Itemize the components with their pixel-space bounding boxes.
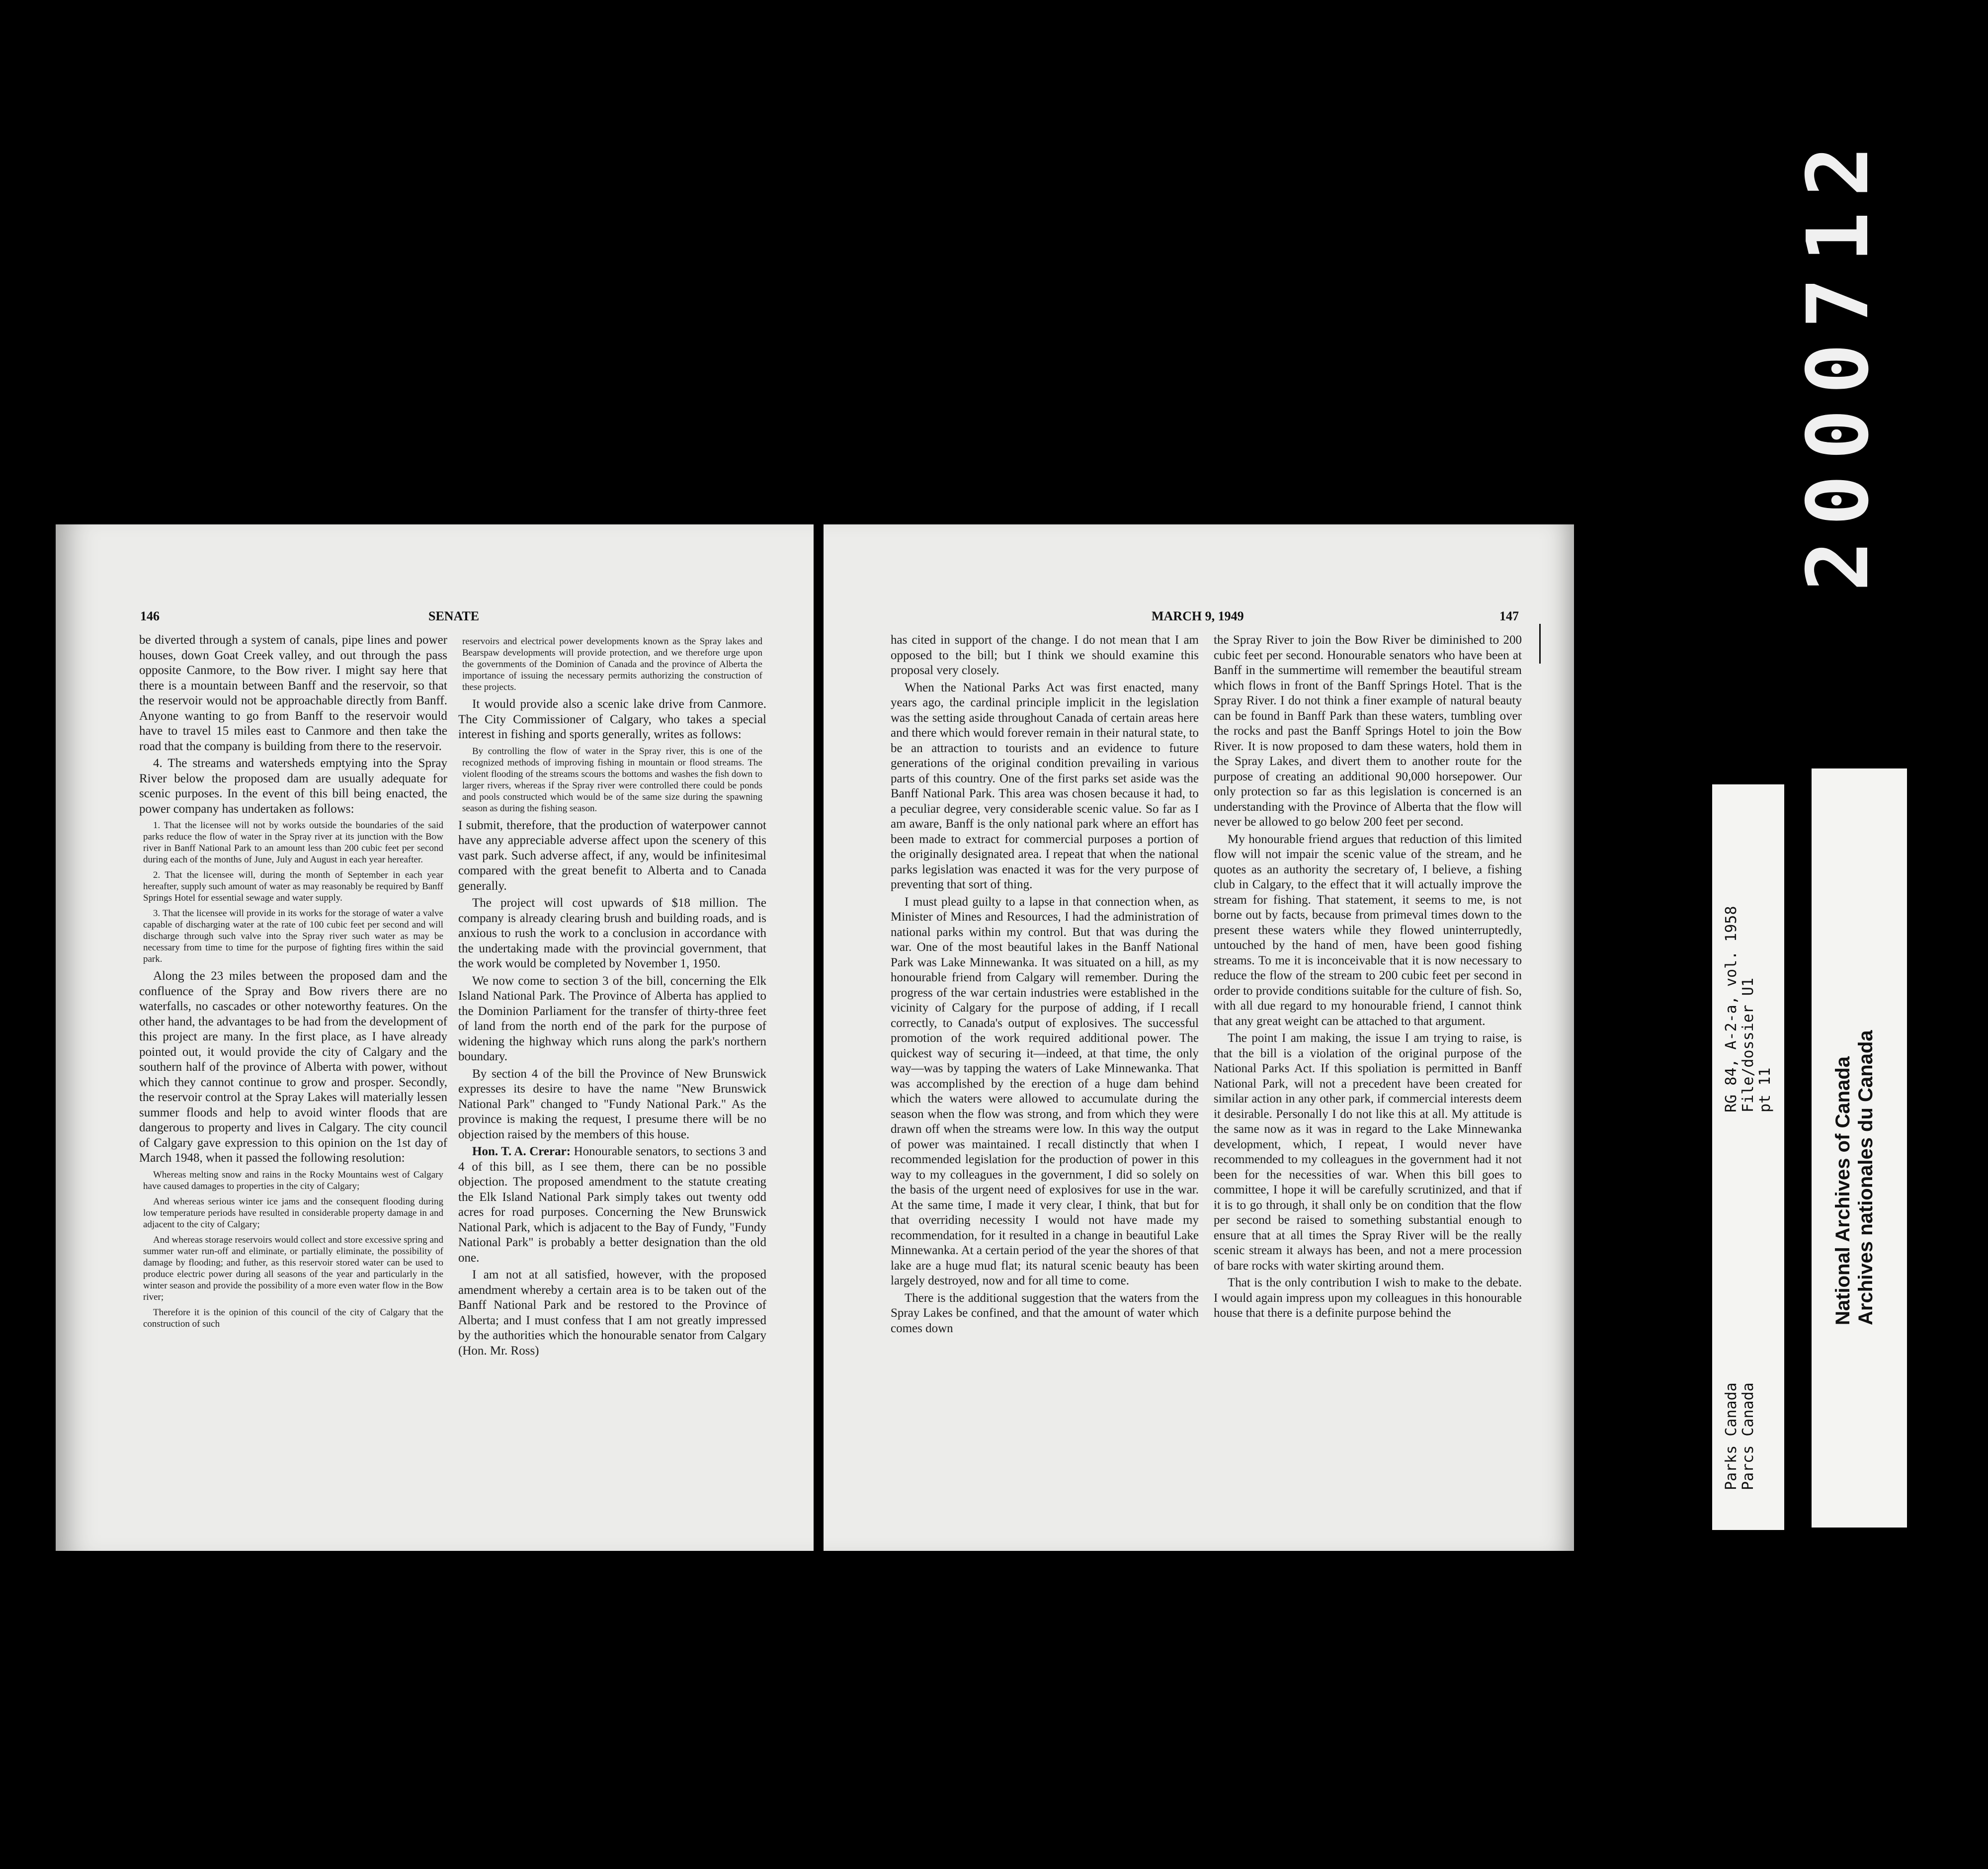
paragraph: Whereas melting snow and rains in the Rocky Mountains west of Calgary have caused damages to properties in the city of Calgary; xyxy=(143,1169,443,1191)
paragraph: Along the 23 miles between the proposed dam and the confluence of the Spray and Bow rivers there are no waterfalls, no cascades or other noteworthy features. On the other hand, the advantages to be had from the development of this project are many. In the first place, as I have already pointed out, it would provide the city of Calgary and the southern half of the province of Alberta with power, without which they cannot continue to grow and prosper. Secondly, the reservoir control at the Spray Lakes will materially lessen summer floods and help to avoid winter floods that are dangerous to property and lives in Calgary. The city council of Calgary gave expression to this opinion on the 1st day of March 1948, when it passed the following resolution: xyxy=(139,969,447,1165)
page-header-date: MARCH 9, 1949 xyxy=(1152,609,1244,623)
paragraph: We now come to section 3 of the bill, concerning the Elk Island National Park. The Province of Alberta has applied to the Dominion Parliament for the transfer of thirty-three feet of land from the north end of the park for the purpose of widening the highway which runs along the park's northern boundary. xyxy=(458,974,766,1063)
agency-text xyxy=(1723,1382,1757,1490)
paragraph: That is the only contribution I wish to make to the debate. I would again impress upon my colleagues in this honourable house that there is a definite purpose behind the xyxy=(1214,1276,1522,1320)
page-number-right: 147 xyxy=(1499,609,1519,623)
left-column-2 xyxy=(458,633,766,1542)
paragraph-text: Honourable senators, to sections 3 and 4 of this bill, as I see them, there can be no possible objection. The proposed amendment to the statute creating the Elk Island National Park simply takes out twenty odd acres for road purposes. Concerning the New Brunswick National Park, which is adjacent to the Bay of Fundy, "Fundy National Park" is probably a better designation than the old one. xyxy=(458,1145,766,1265)
paragraph: 2. That the licensee will, during the month of September in each year hereafter, supply such amount of water as may reasonably be required by Banff Springs Hotel for essential sewage and water supply. xyxy=(143,870,443,903)
reference-line-3: pt 11 xyxy=(1756,1067,1774,1112)
paragraph: And whereas storage reservoirs would collect and store excessive spring and summer water run-off and eliminate, or partially eliminate, the possibility of damage by flooding; and futher, as this reservoir stored water can be used to produce electric power during all seasons of the year and particularly in the winter season and provide the possibility of a more even water flow in the Bow river; xyxy=(143,1234,443,1302)
paragraph: The point I am making, the issue I am trying to raise, is that the bill is a violation of the original purpose of the National Parks Act. If this spoliation is permitted in Banff National Park, will not a precedent have been created for similar action in any other park, if commercial interests deem it desirable. Personally I do not like this at all. My attitude is the same now as it was in regard to the Lake Minnewanka development, which, I repeat, I would never have recommended to my colleagues in the government had it not been for the necessities of war. When this bill goes to committee, I hope it will be carefully scrutinized, and that if it is to go through, it shall only be on condition that the flow per second be raised to something substantial enough to ensure that at all times the Spray River will be the really scenic stream it always has been, and not a mere procession of bare rocks with water skirting around them. xyxy=(1214,1031,1522,1273)
institution-name-fr: Archives nationales du Canada xyxy=(1855,1030,1877,1325)
paragraph: When the National Parks Act was first enacted, many years ago, the cardinal principle implicit in the legislation was the setting aside throughout Canada of certain areas here and there which would forever remain in their natural state, to be an attraction to tourists and an evidence to future generations of the original condition prevailing in various parts of this country. One of the first parks set aside was the Banff National Park. This area was chosen because it had, to a peculiar degree, very considerable scenic value. So far as I am aware, Banff is the only national park where an effort has been made to extract for commercial purposes a portion of the originally designated area. I repeat that when the national parks legislation was enacted it was for the very purpose of preventing that sort of thing. xyxy=(891,680,1199,891)
paragraph: Therefore it is the opinion of this council of the city of Calgary that the construction of such xyxy=(143,1307,443,1329)
archives-label xyxy=(1812,768,1907,1528)
paragraph: The project will cost upwards of $18 million. The company is already clearing brush and building roads, and is anxious to rush the work to a conclusion in accordance with the undertaking made with the provincial government, that the work would be completed by November 1, 1950. xyxy=(458,896,766,970)
paragraph: I am not at all satisfied, however, with the proposed amendment whereby a certain area is to be taken out of the Banff National Park and be restored to the Province of Alberta; and I must confess that I am not greatly impressed by the authorities which the honourable senator from Calgary (Hon. Mr. Ross) xyxy=(458,1268,766,1358)
paragraph: reservoirs and electrical power developments known as the Spray lakes and Bearspaw developments will provide protection, and we therefore urge upon the governments of the Dominion of Canada and the province of Alberta the importance of issuing the necessary permits authorizing the construction of these projects. xyxy=(462,636,762,692)
paragraph: 1. That the licensee will not by works outside the boundaries of the said parks reduce the flow of water in the Spray river at its junction with the Bow river in Banff National Park to an amount less than 200 cubic feet per second during each of the months of June, July and August in each year hereafter. xyxy=(143,820,443,865)
paragraph: My honourable friend argues that reduction of this limited flow will not impair the scenic value of the stream, and he quotes as an authority the secretary of, I believe, a fishing club in Calgary, to the effect that it will actually improve the stream for fishing. That statement, it seems to me, is not borne out by facts, because from primeval times down to the present these waters while they flowed uninterruptedly, untouched by the hand of men, have been good fishing streams. To me it is inconceivable that it is now necessary to reduce the flow of the stream to 200 cubic feet per second in order to provide conditions suitable for the culture of fish. So, with all due regard to my honourable friend, I cannot think that any great weight can be attached to that argument. xyxy=(1214,832,1522,1028)
paragraph: There is the additional suggestion that the waters from the Spray Lakes be confined, and that the amount of water which comes down xyxy=(891,1291,1199,1335)
reference-line-2: File/dossier U1 xyxy=(1740,978,1757,1112)
paragraph: By controlling the flow of water in the Spray river, this is one of the recognized methods of improving fishing in mountain or flood streams. The violent flooding of the streams scours the bottoms and washes the fish down to larger rivers, whereas if the Spray river were controlled there could be ponds and pools constructed which would be of the same size during the spawning season as during the fishing season. xyxy=(462,746,762,814)
margin-mark xyxy=(1539,624,1541,664)
reference-text xyxy=(1723,906,1774,1112)
paragraph: has cited in support of the change. I do not mean that I am opposed to the bill; but I think we should examine this proposal very closely. xyxy=(891,633,1199,677)
reference-line-1: RG 84, A-2-a, vol. 1958 xyxy=(1723,906,1740,1112)
paragraph: I submit, therefore, that the production of waterpower cannot have any appreciable adverse affect upon the scenery of this vast park. Such adverse affect, if any, would be infinitesimal compared with the great benefit to Alberta and to Canada generally. xyxy=(458,818,766,893)
film-frame-number xyxy=(1769,119,1899,596)
right-column-1 xyxy=(891,633,1199,1542)
left-column-1 xyxy=(139,633,447,1542)
paragraph: I must plead guilty to a lapse in that connection when, as Minister of Mines and Resources, I had the administration of national parks within my control. But that was during the war. One of the most beautiful lakes in the Banff National Park was Lake Minnewanka. It was situated on a hill, as my honourable friend from Calgary will remember. During the progress of the war certain industries were established in the vicinity of Calgary for the purpose of adding, if I recall correctly, to Canada's output of explosives. The successful promotion of the work required additional power. The quickest way of securing it—indeed, at that time, the only way—was by tapping the waters of Lake Minnewanka. That was accomplished by the erection of a huge dam behind which the waters were allowed to accumulate during the season when the flow was strong, and from which they were drawn off when the streams were low. In this way the output of power was maintained. I recall distinctly that when I recommended legislation for the production of power in this way to my colleagues in the government, I did so solely on the basis of the urgent need of explosives for use in the war. At the same time, I made it very clear, I think, that but for that overriding necessity I would not have made my recommendation, for it resulted in a change in beautiful Lake Minnewanka. At a certain period of the year the shores of that lake are a huge mud flat; its natural scenic beauty has been largely destroyed, now and for all time to come. xyxy=(891,895,1199,1287)
paragraph: By section 4 of the bill the Province of New Brunswick expresses its desire to have the name "New Brunswick National Park" changed to "Fundy National Park." As the province is making the request, I presume there will be no objection raised by the members of this house. xyxy=(458,1067,766,1141)
paragraph: the Spray River to join the Bow River be diminished to 200 cubic feet per second. Honourable senators who have been at Banff in the summertime will remember the beautiful stream which flows in front of the Banff Springs Hotel. That is the Spray River. I do not think a finer example of natural beauty can be found in Banff Park than these waters, tumbling over the rocks and past the Banff Springs Hotel to join the Bow River. It is now proposed to dam these waters, hold them in the Spray Lakes, and divert them to another route for the purpose of creating an additional 90,000 horsepower. Our only protection so far as this legislation is concerned is an understanding with the Province of Alberta that the flow will never be allowed to go below 200 feet per second. xyxy=(1214,633,1522,829)
paragraph: be diverted through a system of canals, pipe lines and power houses, down Goat Creek valley, and out through the pass opposite Canmore, to the Bow river. I might say here that there is a mountain between Banff and the reservoir, so that the reservoir would not be approachable directly from Banff. Anyone wanting to go from Banff to the reservoir would have to travel 15 miles east to Canmore and then take the road that the company is building from there to the reservoir. xyxy=(139,633,447,753)
agency-line-1: Parks Canada xyxy=(1723,1382,1740,1490)
speaker-name: Hon. T. A. Crerar: xyxy=(472,1145,574,1158)
paragraph xyxy=(458,1144,766,1266)
page-number-left: 146 xyxy=(140,609,160,623)
reference-label xyxy=(1712,784,1784,1530)
paragraph: 3. That the licensee will provide in its works for the storage of water a valve capable of discharging water at the rate of 100 cubic feet per second and will discharge through such valve into the Spray river such water as may be necessary from time to time for the purpose of fighting fires within the said park. xyxy=(143,908,443,964)
agency-line-2: Parcs Canada xyxy=(1740,1382,1757,1490)
paragraph: 4. The streams and watersheds emptying into the Spray River below the proposed dam are usually adequate for scenic purposes. In the event of this bill being enacted, the power company has undertaken as follows: xyxy=(139,757,447,816)
right-page xyxy=(824,524,1574,1551)
film-number-text: 2000712 xyxy=(1789,131,1888,592)
paragraph: It would provide also a scenic lake drive from Canmore. The City Commissioner of Calgary, who takes a special interest in fishing and sports generally, writes as follows: xyxy=(458,697,766,741)
page-header-senate: SENATE xyxy=(428,609,480,623)
left-page xyxy=(56,524,814,1551)
institution-name-en: National Archives of Canada xyxy=(1832,1056,1854,1325)
right-column-2 xyxy=(1214,633,1522,1542)
paragraph: And whereas serious winter ice jams and the consequent flooding during low temperature periods have resulted in considerable property damage in and adjacent to the city of Calgary; xyxy=(143,1196,443,1230)
institution-text xyxy=(1831,1030,1877,1325)
